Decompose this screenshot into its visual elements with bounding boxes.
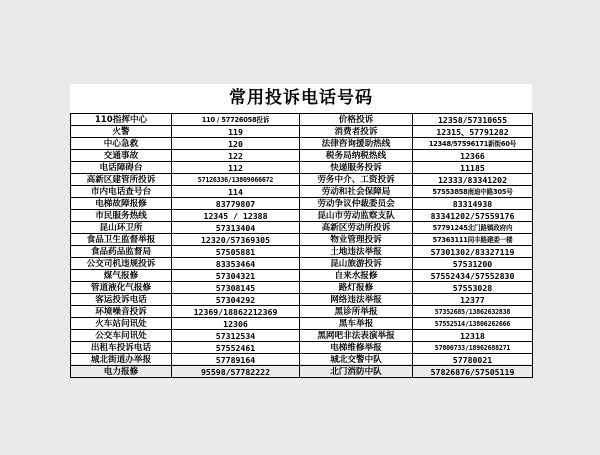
table-cell-service-name: 自来水报修 (300, 270, 413, 282)
table-cell-service-number: 57312534 (172, 330, 300, 342)
table-cell-service-name: 物业管理投诉 (300, 234, 413, 246)
table-cell-service-number: 57780021 (413, 354, 533, 366)
table-cell-service-number: 12306 (172, 318, 300, 330)
table-row (71, 330, 533, 342)
table-cell-service-name: 公交车问讯处 (71, 330, 172, 342)
table-cell-service-number: 57800733/18962688271 (413, 342, 533, 354)
table-cell-service-name: 黑诊所举报 (300, 306, 413, 318)
table-cell-service-number: 119 (172, 126, 300, 138)
table-cell-service-number: 83341202/57559176 (413, 210, 533, 222)
table-cell-service-name: 昆山市劳动监察支队 (300, 210, 413, 222)
table-cell-service-number: 12358/57310655 (413, 114, 533, 126)
table-cell-service-name: 客运投诉电话 (71, 294, 172, 306)
table-cell-service-number: 57553028 (413, 282, 533, 294)
table-cell-service-name: 高新区建管所投诉 (71, 174, 172, 186)
table-row (71, 174, 533, 186)
table-cell-service-number: 57304321 (172, 270, 300, 282)
table-cell-service-name: 劳务中介、工资投诉 (300, 174, 413, 186)
table-cell-service-name: 市内电话查号台 (71, 186, 172, 198)
table-cell-service-number: 12369/18862212369 (172, 306, 300, 318)
page-title: 常用投诉电话号码 (229, 88, 373, 108)
table-cell-service-name: 税务局纳税热线 (300, 150, 413, 162)
table-cell-service-number: 57552461 (172, 342, 300, 354)
table-row (71, 246, 533, 258)
table-cell-service-name: 出租车投诉电话 (71, 342, 172, 354)
table-row (71, 270, 533, 282)
table-row (71, 234, 533, 246)
table-cell-service-number: 57552434/57552830 (413, 270, 533, 282)
table-row (71, 138, 533, 150)
table-cell-service-number: 57553858南迪中路305号 (413, 186, 533, 198)
table-cell-service-name: 昆山旅游投诉 (300, 258, 413, 270)
table-cell-service-name: 路灯报修 (300, 282, 413, 294)
table-row (71, 114, 533, 126)
table-cell-service-number: 57126336/13809066672 (172, 174, 300, 186)
table-cell-service-name: 城北街道办举报 (71, 354, 172, 366)
table-cell-service-number: 57304292 (172, 294, 300, 306)
table-row (71, 162, 533, 174)
table-cell-service-name: 劳动和社会保障局 (300, 186, 413, 198)
table-cell-service-name: 环境噪音投诉 (71, 306, 172, 318)
table-cell-service-number: 83779807 (172, 198, 300, 210)
table-row (71, 342, 533, 354)
table-row (71, 294, 533, 306)
table-cell-service-number: 114 (172, 186, 300, 198)
table-cell-service-name: 食品药品监督局 (71, 246, 172, 258)
table-row (71, 150, 533, 162)
table-cell-service-name: 交通事故 (71, 150, 172, 162)
table-cell-service-name: 电梯维修举报 (300, 342, 413, 354)
table-cell-service-number: 95598/57782222 (172, 366, 300, 378)
table-cell-service-name: 土地违法举报 (300, 246, 413, 258)
table-row (71, 222, 533, 234)
phone-directory-table (70, 113, 533, 378)
table-cell-service-number: 57308145 (172, 282, 300, 294)
table-cell-service-number: 12345 / 12388 (172, 210, 300, 222)
table-cell-service-name: 电梯故障报修 (71, 198, 172, 210)
table-cell-service-name: 煤气报修 (71, 270, 172, 282)
table-row (71, 258, 533, 270)
table-cell-service-name: 110指挥中心 (71, 114, 172, 126)
table-cell-service-name: 劳动争议仲裁委员会 (300, 198, 413, 210)
table-cell-service-number: 57826876/57505119 (413, 366, 533, 378)
table-cell-service-number: 57505881 (172, 246, 300, 258)
table-cell-service-name: 快递服务投诉 (300, 162, 413, 174)
table-row (71, 126, 533, 138)
table-cell-service-number: 11185 (413, 162, 533, 174)
table-cell-service-name: 价格投诉 (300, 114, 413, 126)
table-cell-service-number: 112 (172, 162, 300, 174)
table-cell-service-number: 57531200 (413, 258, 533, 270)
table-cell-service-number: 12333/83341202 (413, 174, 533, 186)
table-cell-service-name: 黑车举报 (300, 318, 413, 330)
table-cell-service-name: 火车站问讯处 (71, 318, 172, 330)
table-cell-service-number: 57352685/13862632838 (413, 306, 533, 318)
table-cell-service-name: 北门消防中队 (300, 366, 413, 378)
table-cell-service-name: 食品卫生监督举报 (71, 234, 172, 246)
table-cell-service-name: 昆山环卫所 (71, 222, 172, 234)
table-row (71, 210, 533, 222)
phone-directory-sheet (70, 84, 532, 377)
table-row (71, 282, 533, 294)
table-cell-service-number: 110 / 57726058投诉 (172, 114, 300, 126)
table-row (71, 354, 533, 366)
table-cell-service-name: 管道液化气报修 (71, 282, 172, 294)
table-cell-service-number: 83353464 (172, 258, 300, 270)
table-cell-service-name: 电话障碍台 (71, 162, 172, 174)
table-row (71, 198, 533, 210)
table-cell-service-number: 120 (172, 138, 300, 150)
table-cell-service-name: 公交司机违规投诉 (71, 258, 172, 270)
table-cell-service-number: 57363111同丰路建委一楼 (413, 234, 533, 246)
table-cell-service-name: 法律咨询援助热线 (300, 138, 413, 150)
table-row (71, 186, 533, 198)
table-cell-service-number: 12320/57369305 (172, 234, 300, 246)
table-cell-service-number: 57301302/83327119 (413, 246, 533, 258)
table-row (71, 306, 533, 318)
table-cell-service-name: 城北交警中队 (300, 354, 413, 366)
table-cell-service-number: 83314938 (413, 198, 533, 210)
table-row (71, 318, 533, 330)
table-cell-service-name: 消费者投诉 (300, 126, 413, 138)
table-body (71, 114, 533, 378)
table-cell-service-number: 12366 (413, 150, 533, 162)
table-cell-service-name: 电力报修 (71, 366, 172, 378)
table-cell-service-name: 网络违法举报 (300, 294, 413, 306)
table-cell-service-number: 12318 (413, 330, 533, 342)
table-cell-service-number: 12377 (413, 294, 533, 306)
table-cell-service-name: 高新区劳动所投诉 (300, 222, 413, 234)
table-cell-service-number: 12348/57596171新街60号 (413, 138, 533, 150)
table-cell-service-name: 黑网吧非法表演举报 (300, 330, 413, 342)
table-cell-service-number: 57791245北门路镇政府内 (413, 222, 533, 234)
table-cell-service-number: 12315、57791282 (413, 126, 533, 138)
table-cell-service-number: 122 (172, 150, 300, 162)
table-cell-service-number: 57313404 (172, 222, 300, 234)
table-cell-service-number: 57789164 (172, 354, 300, 366)
table-cell-service-number: 57552514/13806262666 (413, 318, 533, 330)
table-cell-service-name: 火警 (71, 126, 172, 138)
table-cell-service-name: 中心急救 (71, 138, 172, 150)
table-row (71, 366, 533, 378)
table-cell-service-name: 市民服务热线 (71, 210, 172, 222)
